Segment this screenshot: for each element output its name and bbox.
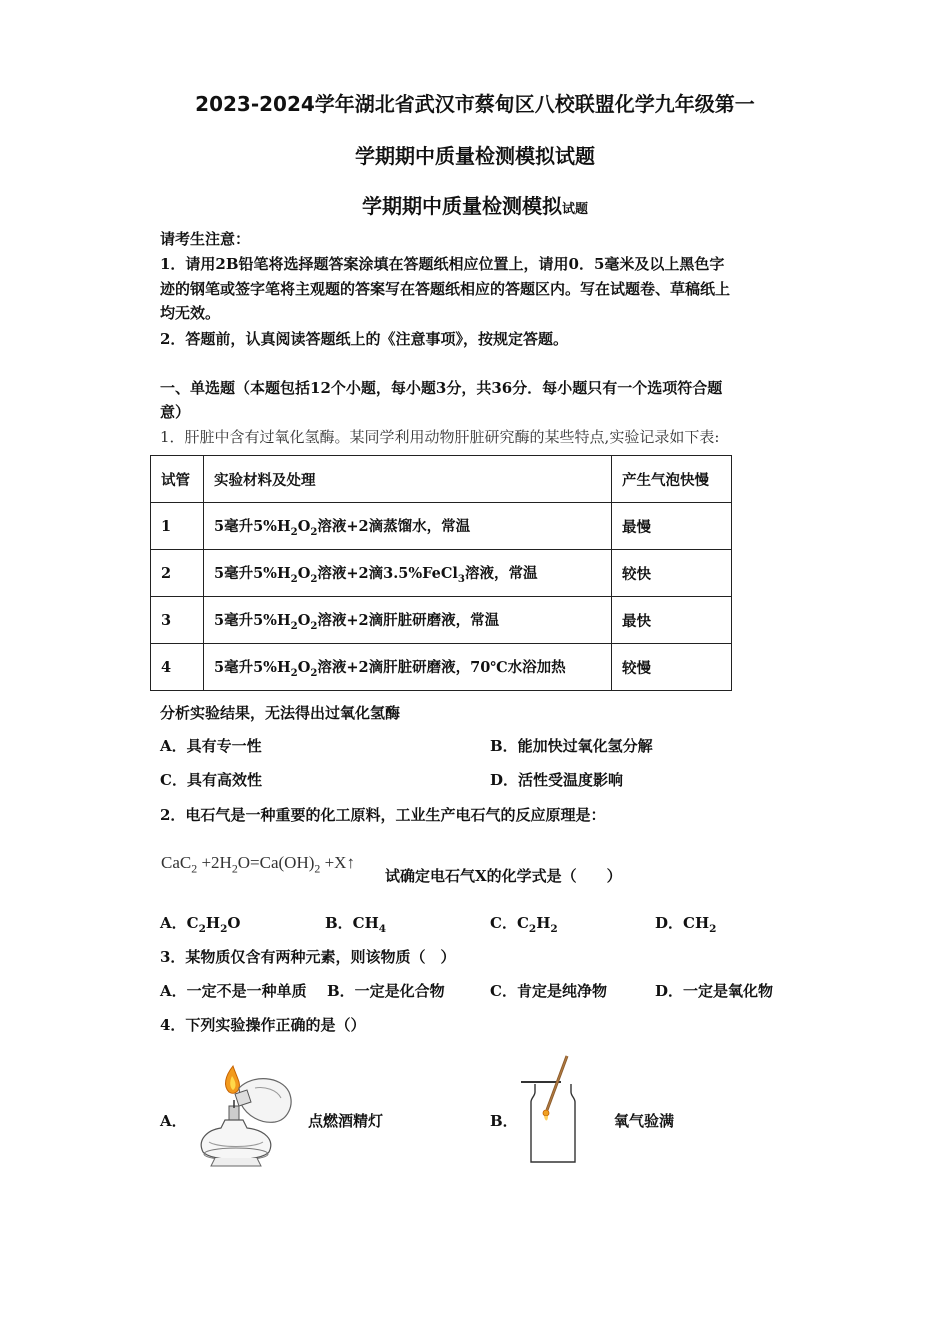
document-subtitle xyxy=(0,190,950,219)
q2-reaction-formula: $CaC_2 +2H_2O=Ca(OH)_2$ +X↑ xyxy=(161,853,355,876)
table-row xyxy=(151,644,732,691)
table-cell-material: 5毫升$5\%H_2O_2$溶液+2滴3.5%FeCl$_3$溶液，常温 xyxy=(204,550,612,597)
q2-option-b: B．$CH_4$ xyxy=(325,914,387,935)
table-cell-tube: 4 xyxy=(151,644,204,691)
q4-option-b-caption: 氧气验满 xyxy=(614,1112,675,1130)
table-cell-speed: 最快 xyxy=(612,597,732,644)
section1-heading-line1: 一、单选题（本题包括12个小题，每小题3分，共36分．每小题只有一个选项符合题 xyxy=(160,379,723,397)
ember-icon xyxy=(543,1110,549,1116)
oxygen-bottle-illustration xyxy=(515,1052,585,1168)
notice-heading: 请考生注意： xyxy=(160,230,251,248)
q2-option-c: C．$C_2H_2$ xyxy=(490,914,558,935)
table-row xyxy=(151,597,732,644)
q3-option-c: C．肯定是纯净物 xyxy=(490,982,607,1000)
lamp-foot xyxy=(211,1158,261,1166)
q2-stem: 2．电石气是一种重要的化工原料，工业生产电石气的反应原理是： xyxy=(160,806,606,824)
lower-lamp-body xyxy=(201,1120,271,1160)
table-header-cell: 产生气泡快慢 xyxy=(612,456,732,503)
q3-option-b: B．一定是化合物 xyxy=(327,982,445,1000)
q1-experiment-table xyxy=(150,455,732,691)
q3-stem: 3．某物质仅含有两种元素，则该物质（ ） xyxy=(160,948,456,966)
table-cell-material: 5毫升$5\%H_2O_2$溶液+2滴肝脏研磨液，常温 xyxy=(204,597,612,644)
q4-option-a-label: A． xyxy=(160,1112,187,1130)
q4-stem: 4．下列实验操作正确的是（） xyxy=(160,1016,366,1034)
q1-option-b: B．能加快过氧化氢分解 xyxy=(490,737,653,755)
q3-option-d: D．一定是氧化物 xyxy=(655,982,774,1000)
table-header-cell: 实验材料及处理 xyxy=(204,456,612,503)
table-row xyxy=(151,550,732,597)
q1-analysis: 分析实验结果，无法得出过氧化氢酶 xyxy=(160,704,401,722)
document-title-line1: 2023-2024学年湖北省武汉市蔡甸区八校联盟化学九年级第一 xyxy=(195,92,755,116)
table-cell-speed: 较慢 xyxy=(612,644,732,691)
q1-option-d: D．活性受温度影响 xyxy=(490,771,624,789)
table-header-cell: 试管 xyxy=(151,456,204,503)
table-cell-tube: 2 xyxy=(151,550,204,597)
table-cell-speed: 最慢 xyxy=(612,503,732,550)
section1-heading-line2: 意） xyxy=(160,403,191,421)
q2-option-a: A．$C_2H_2O$ xyxy=(160,914,241,935)
notice-item1-line1: 1．请用2B铅笔将选择题答案涂填在答题纸相应位置上，请用0．5毫米及以上黑色字 xyxy=(160,255,725,273)
q3-option-a: A．一定不是一种单质 xyxy=(160,982,307,1000)
table-cell-material: 5毫升$5\%H_2O_2$溶液+2滴蒸馏水，常温 xyxy=(204,503,612,550)
document-title-line2: 学期期中质量检测模拟试题 xyxy=(355,144,595,168)
table-cell-material: 5毫升$5\%H_2O_2$溶液+2滴肝脏研磨液，70℃水浴加热 xyxy=(204,644,612,691)
notice-item1-line3: 均无效。 xyxy=(160,304,221,322)
q4-option-b-label: B． xyxy=(490,1112,518,1130)
table-header-row xyxy=(151,456,732,503)
q2-ask: 试确定电石气X的化学式是（ ） xyxy=(385,867,622,885)
alcohol-lamp-illustration xyxy=(195,1058,300,1168)
subtitle-small: 试题 xyxy=(561,202,588,217)
subtitle-main: 学期期中质量检测模拟 xyxy=(361,194,562,218)
table-cell-tube: 3 xyxy=(151,597,204,644)
q4-option-a-caption: 点燃酒精灯 xyxy=(308,1112,384,1130)
table-cell-tube: 1 xyxy=(151,503,204,550)
table-cell-speed: 较快 xyxy=(612,550,732,597)
q1-option-c: C．具有高效性 xyxy=(160,771,262,789)
table-row xyxy=(151,503,732,550)
notice-item1-line2: 迹的钢笔或签字笔将主观题的答案写在答题纸相应的答题区内。写在试题卷、草稿纸上 xyxy=(160,280,731,298)
q1-option-a: A．具有专一性 xyxy=(160,737,262,755)
q1-stem: 1．肝脏中含有过氧化氢酶。某同学利用动物肝脏研究酶的某些特点,实验记录如下表: xyxy=(160,428,720,446)
notice-item2: 2．答题前，认真阅读答题纸上的《注意事项》，按规定答题。 xyxy=(160,330,568,348)
q2-option-d: D．$CH_2$ xyxy=(655,914,717,935)
wick-holder xyxy=(229,1106,239,1120)
